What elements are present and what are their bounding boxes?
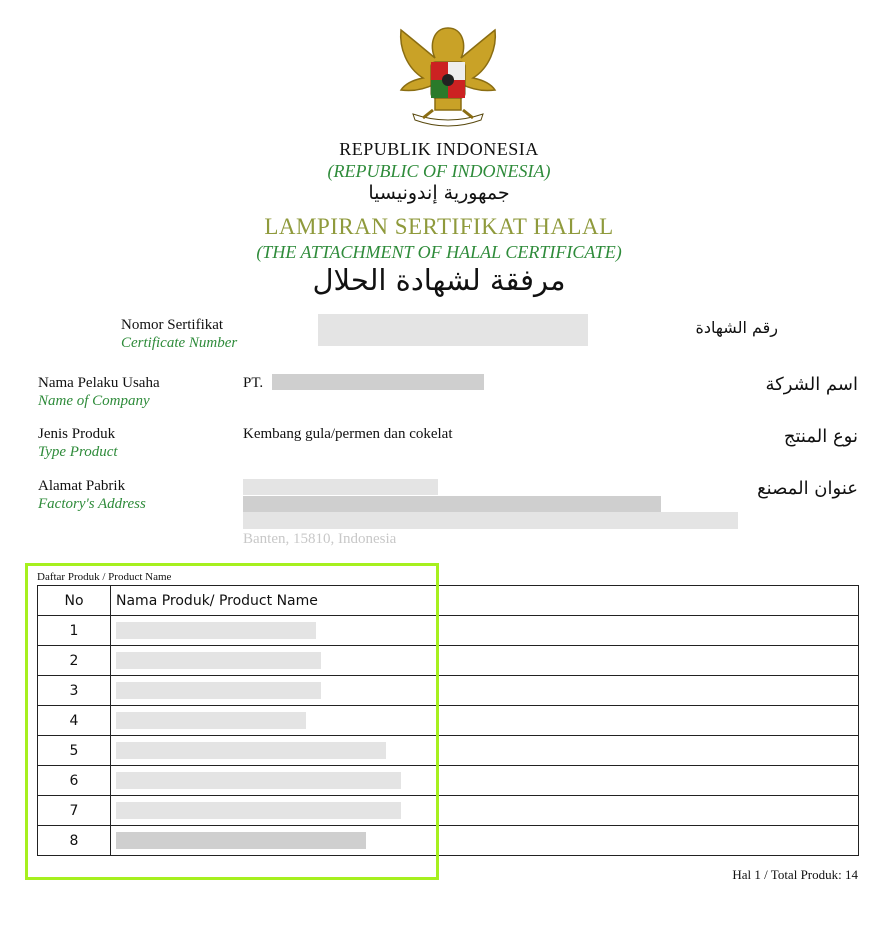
address-label-ar: عنوان المصنع — [757, 478, 858, 499]
col-name-header: Nama Produk/ Product Name — [111, 586, 859, 616]
document-title: LAMPIRAN SERTIFIKAT HALAL — [264, 214, 614, 239]
country-title-ar: جمهورية إندونيسيا — [368, 182, 510, 204]
row-number: 5 — [38, 736, 111, 766]
product-type-label-ar: نوع المنتج — [783, 426, 858, 447]
address-label: Alamat Pabrik — [38, 478, 126, 494]
cert-number-label-en: Certificate Number — [121, 335, 238, 351]
product-type-label-en: Type Product — [38, 444, 118, 460]
row-number: 8 — [38, 826, 111, 856]
address-redacted-2 — [243, 496, 661, 513]
address-redacted-1 — [243, 479, 438, 495]
row-number: 3 — [38, 676, 111, 706]
address-redacted-3 — [243, 512, 738, 529]
cert-number-label: Nomor Sertifikat — [121, 317, 224, 333]
company-label-ar: اسم الشركة — [765, 374, 858, 395]
company-label-en: Name of Company — [38, 393, 150, 409]
company-label: Nama Pelaku Usaha — [38, 375, 160, 391]
document-title-en: (THE ATTACHMENT OF HALAL CERTIFICATE) — [256, 242, 622, 262]
row-number: 1 — [38, 616, 111, 646]
company-value: PT. — [243, 375, 264, 391]
cert-number-label-ar: رقم الشهادة — [695, 318, 778, 337]
row-number: 4 — [38, 706, 111, 736]
row-number: 6 — [38, 766, 111, 796]
page-footer: Hal 1 / Total Produk: 14 — [732, 867, 858, 882]
highlight-box — [25, 563, 439, 880]
company-redacted — [272, 374, 484, 390]
row-number: 2 — [38, 646, 111, 676]
country-title: REPUBLIK INDONESIA — [339, 139, 539, 159]
address-value-tail: Banten, 15810, Indonesia — [243, 531, 397, 547]
product-type-value: Kembang gula/permen dan cokelat — [243, 426, 453, 442]
address-label-en: Factory's Address — [38, 496, 146, 512]
row-number: 7 — [38, 796, 111, 826]
garuda-emblem-icon — [393, 18, 503, 130]
product-type-label: Jenis Produk — [38, 426, 116, 442]
document-title-ar: مرفقة لشهادة الحلال — [312, 263, 566, 297]
country-title-en: (REPUBLIC OF INDONESIA) — [327, 161, 551, 181]
col-no-header: No — [38, 586, 111, 616]
cert-number-redacted — [318, 314, 588, 346]
product-list-caption: Daftar Produk / Product Name — [37, 571, 172, 583]
